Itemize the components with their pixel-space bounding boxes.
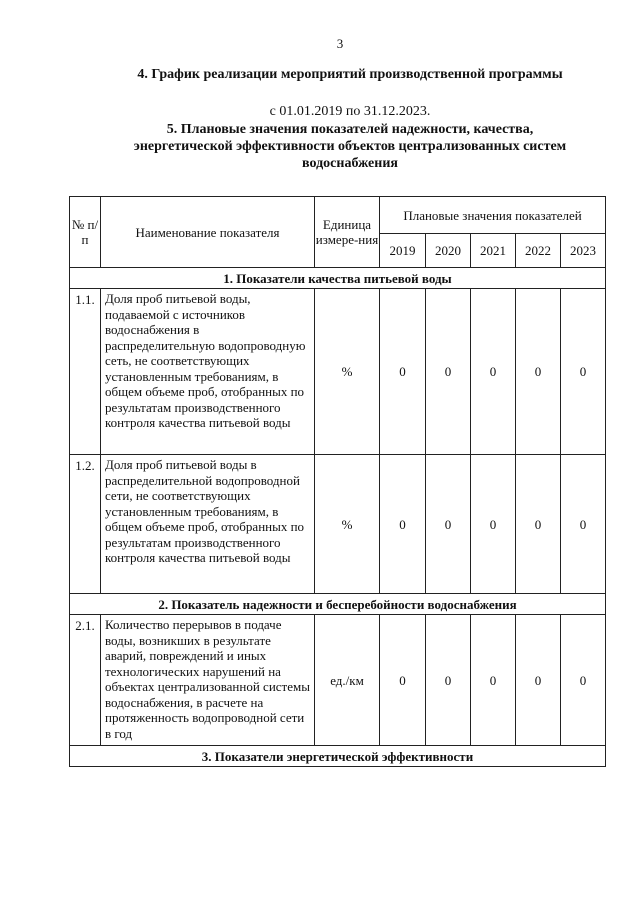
header-planned: Плановые значения показателей: [380, 197, 606, 234]
row-value: 0: [561, 615, 606, 746]
header-year: 2020: [426, 234, 471, 268]
row-name: Количество перерывов в подаче воды, возникших в результате аварий, повреждений и иных технологических нарушений на объектах централизованной системы водоснабжения, в расчете на протяженность водопроводной сети в год: [101, 615, 315, 746]
section-5-title: 5. Плановые значения показателей надежности, качества, энергетической эффективности объектов централизованных систем водоснабжения: [133, 122, 567, 171]
table-row: [70, 289, 606, 455]
row-value: 0: [516, 455, 561, 594]
header-year: 2023: [561, 234, 606, 268]
row-value: 0: [380, 289, 426, 455]
header-unit: Единица измере-ния: [315, 197, 380, 268]
row-value: 0: [426, 455, 471, 594]
row-value: 0: [516, 289, 561, 455]
header-num: № п/п: [70, 197, 101, 268]
row-value: 0: [561, 455, 606, 594]
section-heading: 1. Показатели качества питьевой воды: [70, 268, 606, 289]
section-4-title: 4. График реализации мероприятий производственной программы: [137, 67, 563, 82]
indicators-table: [69, 196, 606, 767]
row-value: 0: [516, 615, 561, 746]
row-value: 0: [380, 615, 426, 746]
row-unit: %: [315, 455, 380, 594]
row-value: 0: [426, 615, 471, 746]
row-unit: ед./км: [315, 615, 380, 746]
table-row: [70, 455, 606, 594]
row-unit: %: [315, 289, 380, 455]
row-value: 0: [471, 615, 516, 746]
page-number: 3: [336, 36, 344, 51]
header-name: Наименование показателя: [101, 197, 315, 268]
table-row: [70, 615, 606, 746]
row-value: 0: [561, 289, 606, 455]
row-number: 2.1.: [70, 615, 101, 746]
section-heading: 3. Показатели энергетической эффективности: [70, 746, 606, 767]
row-number: 1.2.: [70, 455, 101, 594]
header-year: 2022: [516, 234, 561, 268]
header-year: 2021: [471, 234, 516, 268]
header-year: 2019: [380, 234, 426, 268]
row-number: 1.1.: [70, 289, 101, 455]
row-name: Доля проб питьевой воды в распределительной водопроводной сети, не соответствующих установленным требованиям, в общем объеме проб, отобранных по результатам производственного контроля качества питьевой воды: [101, 455, 315, 594]
row-value: 0: [380, 455, 426, 594]
section-heading: 2. Показатель надежности и бесперебойности водоснабжения: [70, 594, 606, 615]
row-value: 0: [471, 289, 516, 455]
period-text: с 01.01.2019 по 31.12.2023.: [269, 104, 431, 119]
row-value: 0: [471, 455, 516, 594]
row-name: Доля проб питьевой воды, подаваемой с источников водоснабжения в распределительную водопроводную сеть, не соответствующих установленным требованиям, в общем объеме проб, отобранных по результатам производственного контроля качества питьевой воды: [101, 289, 315, 455]
row-value: 0: [426, 289, 471, 455]
